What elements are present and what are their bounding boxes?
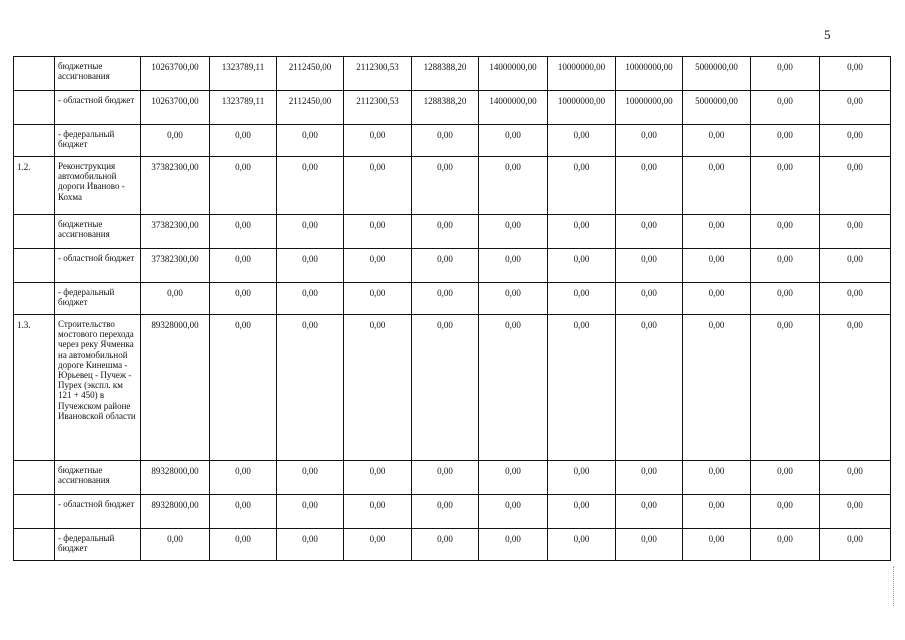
amount-cell: 0,00 [141,125,210,157]
amount-cell: 0,00 [751,283,820,315]
amount-cell: 0,00 [277,215,344,249]
amount-cell: 10000000,00 [548,57,616,91]
row-description-cell: - федеральный бюджет [55,283,141,315]
amount-cell: 0,00 [683,125,751,157]
table-row [14,215,891,249]
table-row [14,283,891,315]
amount-cell: 0,00 [820,283,891,315]
amount-cell: 5000000,00 [683,91,751,125]
table-row [14,91,891,125]
amount-cell: 37382300,00 [141,157,210,215]
amount-cell: 0,00 [412,529,479,561]
amount-cell: 0,00 [820,461,891,495]
amount-cell: 2112300,53 [344,57,412,91]
amount-cell: 10000000,00 [616,91,683,125]
amount-cell: 0,00 [412,461,479,495]
amount-cell: 0,00 [751,125,820,157]
amount-cell: 0,00 [548,215,616,249]
amount-cell: 14000000,00 [479,57,548,91]
amount-cell: 0,00 [616,315,683,461]
row-description-cell: - областной бюджет [55,495,141,529]
amount-cell: 10000000,00 [616,57,683,91]
amount-cell: 89328000,00 [141,461,210,495]
table-row [14,57,891,91]
row-number-cell: 1.2. [14,157,55,215]
table-row [14,529,891,561]
amount-cell: 0,00 [820,157,891,215]
amount-cell: 0,00 [210,495,277,529]
amount-cell: 2112450,00 [277,91,344,125]
row-description-cell: бюджетные ассигнования [55,57,141,91]
amount-cell: 0,00 [751,57,820,91]
table-row [14,249,891,283]
budget-table [13,56,891,561]
amount-cell: 0,00 [616,529,683,561]
amount-cell: 0,00 [751,91,820,125]
amount-cell: 0,00 [344,157,412,215]
amount-cell: 0,00 [616,495,683,529]
page-number: 5 [824,27,831,42]
amount-cell: 0,00 [210,315,277,461]
amount-cell: 0,00 [683,461,751,495]
amount-cell: 10263700,00 [141,57,210,91]
amount-cell: 14000000,00 [479,91,548,125]
row-number-cell [14,529,55,561]
amount-cell: 0,00 [277,529,344,561]
row-number-cell [14,57,55,91]
amount-cell: 0,00 [683,283,751,315]
amount-cell: 0,00 [277,249,344,283]
amount-cell: 0,00 [344,315,412,461]
amount-cell: 0,00 [412,157,479,215]
amount-cell: 0,00 [548,315,616,461]
amount-cell: 0,00 [548,529,616,561]
amount-cell: 1288388,20 [412,91,479,125]
amount-cell: 0,00 [820,215,891,249]
amount-cell: 0,00 [751,495,820,529]
amount-cell: 0,00 [820,529,891,561]
amount-cell: 0,00 [412,249,479,283]
amount-cell: 0,00 [210,249,277,283]
row-description-cell: - областной бюджет [55,249,141,283]
amount-cell: 0,00 [479,495,548,529]
amount-cell: 89328000,00 [141,495,210,529]
amount-cell: 0,00 [210,157,277,215]
row-description-cell: - областной бюджет [55,91,141,125]
amount-cell: 0,00 [412,215,479,249]
amount-cell: 0,00 [479,157,548,215]
row-description-cell: - федеральный бюджет [55,125,141,157]
table-row [14,495,891,529]
row-description-cell: бюджетные ассигнования [55,215,141,249]
row-description-cell: Реконструкция автомобильной дороги Иваново - Кохма [55,157,141,215]
amount-cell: 0,00 [548,495,616,529]
amount-cell: 0,00 [751,315,820,461]
amount-cell: 0,00 [751,529,820,561]
amount-cell: 0,00 [210,125,277,157]
amount-cell: 0,00 [344,495,412,529]
amount-cell: 0,00 [751,249,820,283]
amount-cell: 0,00 [616,249,683,283]
table-row [14,157,891,215]
amount-cell: 0,00 [277,315,344,461]
amount-cell: 0,00 [344,529,412,561]
amount-cell: 0,00 [616,157,683,215]
amount-cell: 0,00 [751,157,820,215]
amount-cell: 0,00 [277,283,344,315]
amount-cell: 10263700,00 [141,91,210,125]
amount-cell: 0,00 [479,125,548,157]
amount-cell: 0,00 [344,249,412,283]
amount-cell: 0,00 [344,215,412,249]
amount-cell: 0,00 [548,157,616,215]
amount-cell: 0,00 [412,283,479,315]
amount-cell: 37382300,00 [141,249,210,283]
row-description-cell: бюджетные ассигнования [55,461,141,495]
table-body [14,57,891,561]
amount-cell: 0,00 [479,529,548,561]
amount-cell: 0,00 [412,125,479,157]
amount-cell: 0,00 [683,315,751,461]
amount-cell: 0,00 [616,461,683,495]
amount-cell: 2112450,00 [277,57,344,91]
amount-cell: 0,00 [548,283,616,315]
amount-cell: 0,00 [277,461,344,495]
amount-cell: 5000000,00 [683,57,751,91]
row-number-cell [14,283,55,315]
amount-cell: 2112300,53 [344,91,412,125]
amount-cell: 0,00 [820,91,891,125]
amount-cell: 0,00 [751,461,820,495]
amount-cell: 0,00 [210,215,277,249]
amount-cell: 1323789,11 [210,91,277,125]
amount-cell: 0,00 [344,461,412,495]
amount-cell: 0,00 [141,283,210,315]
amount-cell: 0,00 [683,249,751,283]
amount-cell: 0,00 [479,315,548,461]
table-row [14,125,891,157]
amount-cell: 0,00 [616,283,683,315]
amount-cell: 0,00 [820,495,891,529]
amount-cell: 0,00 [548,461,616,495]
amount-cell: 0,00 [479,215,548,249]
amount-cell: 0,00 [277,125,344,157]
amount-cell: 0,00 [683,495,751,529]
row-number-cell [14,215,55,249]
amount-cell: 0,00 [683,215,751,249]
amount-cell: 0,00 [210,461,277,495]
amount-cell: 0,00 [412,315,479,461]
amount-cell: 37382300,00 [141,215,210,249]
amount-cell: 0,00 [683,529,751,561]
amount-cell: 0,00 [820,57,891,91]
scan-edge-marks [893,566,896,606]
amount-cell: 0,00 [548,125,616,157]
amount-cell: 0,00 [479,249,548,283]
amount-cell: 0,00 [820,125,891,157]
amount-cell: 0,00 [820,249,891,283]
table-row [14,461,891,495]
amount-cell: 0,00 [277,157,344,215]
amount-cell: 1323789,11 [210,57,277,91]
row-description-cell: - федеральный бюджет [55,529,141,561]
amount-cell: 1288388,20 [412,57,479,91]
amount-cell: 10000000,00 [548,91,616,125]
amount-cell: 0,00 [616,215,683,249]
amount-cell: 0,00 [412,495,479,529]
row-number-cell [14,495,55,529]
amount-cell: 0,00 [210,283,277,315]
amount-cell: 0,00 [479,283,548,315]
row-number-cell [14,249,55,283]
amount-cell: 89328000,00 [141,315,210,461]
amount-cell: 0,00 [751,215,820,249]
row-number-cell: 1.3. [14,315,55,461]
amount-cell: 0,00 [548,249,616,283]
amount-cell: 0,00 [820,315,891,461]
amount-cell: 0,00 [616,125,683,157]
row-description-cell: Строительство мостового перехода через реку Ячменка на автомобильной дороге Кинешма - Юрьевец - Пучеж - Пурех (экспл. км 121 + 450) в Пучежском районе Ивановской области [55,315,141,461]
amount-cell: 0,00 [683,157,751,215]
row-number-cell [14,125,55,157]
amount-cell: 0,00 [344,125,412,157]
amount-cell: 0,00 [479,461,548,495]
amount-cell: 0,00 [141,529,210,561]
amount-cell: 0,00 [210,529,277,561]
row-number-cell [14,461,55,495]
amount-cell: 0,00 [277,495,344,529]
row-number-cell [14,91,55,125]
table-row [14,315,891,461]
amount-cell: 0,00 [344,283,412,315]
